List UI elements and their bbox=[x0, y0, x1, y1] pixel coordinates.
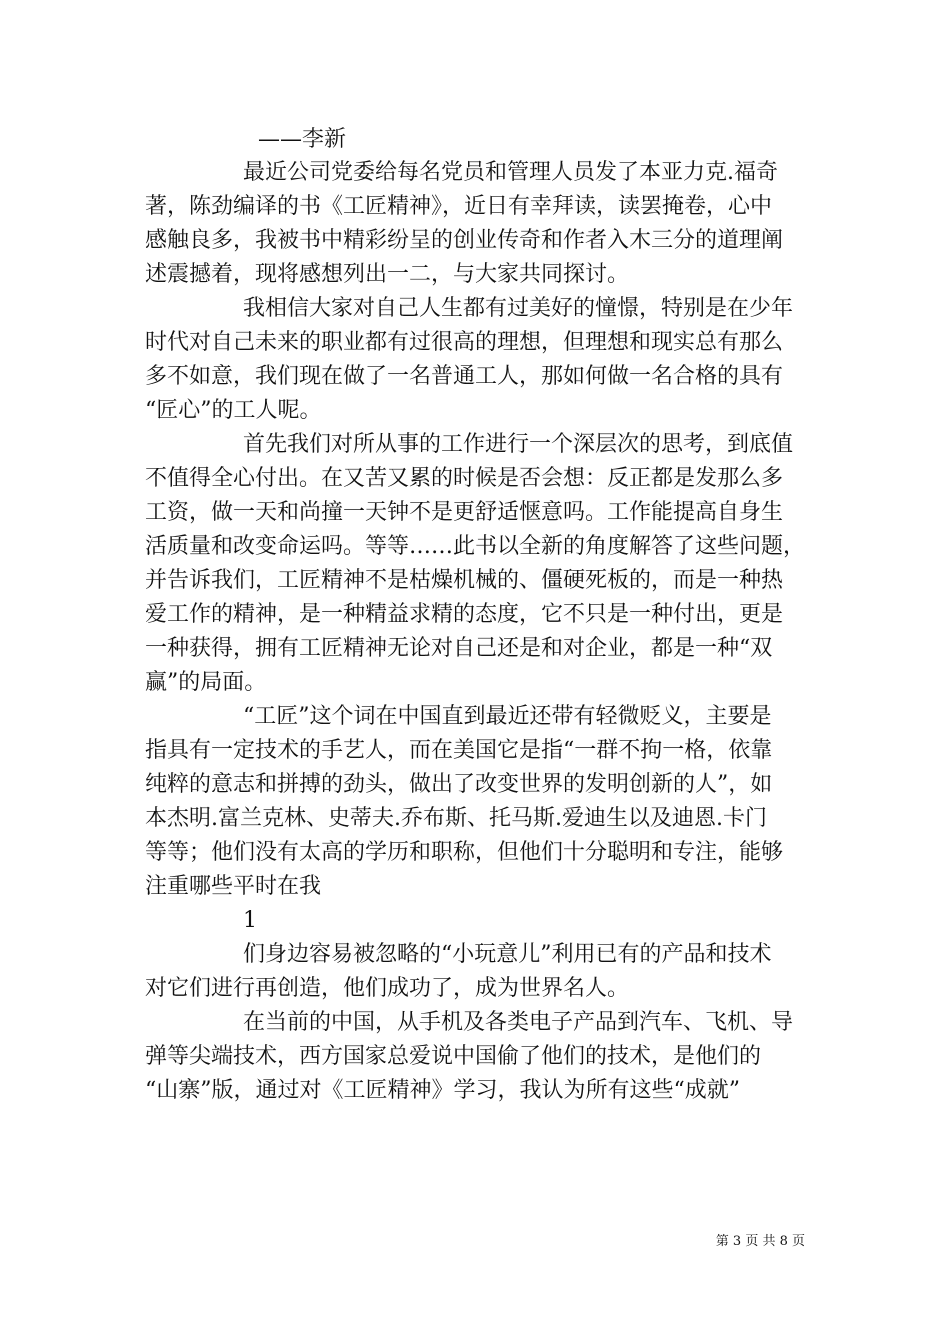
page-number-marker: 1 bbox=[243, 908, 257, 933]
text-line: 不值得全心付出。在又苦又累的时候是否会想：反正都是发那么多 bbox=[145, 466, 784, 491]
text-line: 最近公司党委给每名党员和管理人员发了本亚力克.福奇 bbox=[243, 160, 778, 185]
text-line: 并告诉我们，工匠精神不是枯燥机械的、僵硬死板的，而是一种热 bbox=[145, 568, 784, 593]
text-line: 们身边容易被忽略的“小玩意儿”利用已有的产品和技术 bbox=[243, 942, 772, 967]
text-line: 在当前的中国，从手机及各类电子产品到汽车、飞机、导 bbox=[243, 1010, 794, 1035]
text-line: 纯粹的意志和拼搏的劲头，做出了改变世界的发明创新的人”，如 bbox=[145, 772, 773, 797]
text-line: 对它们进行再创造，他们成功了，成为世界名人。 bbox=[145, 976, 630, 1001]
paragraph-5 bbox=[145, 938, 805, 1006]
text-line: 时代对自己未来的职业都有过很高的理想，但理想和现实总有那么 bbox=[145, 330, 784, 355]
paragraph-3 bbox=[145, 428, 805, 700]
text-line: 我相信大家对自己人生都有过美好的憧憬，特别是在少年 bbox=[243, 296, 794, 321]
text-line: 弹等尖端技术，西方国家总爱说中国偷了他们的技术，是他们的 bbox=[145, 1044, 762, 1069]
text-line: 注重哪些平时在我 bbox=[145, 874, 322, 899]
text-line: 活质量和改变命运吗。等等……此书以全新的角度解答了这些问题， bbox=[145, 534, 806, 559]
text-line: “工匠”这个词在中国直到最近还带有轻微贬义，主要是 bbox=[243, 704, 772, 729]
text-line: 本杰明.富兰克林、史蒂夫.乔布斯、托马斯.爱迪生以及迪恩.卡门 bbox=[145, 806, 767, 831]
text-line: “山寨”版，通过对《工匠精神》学习，我认为所有这些“成就” bbox=[145, 1078, 740, 1103]
text-line: 感触良多，我被书中精彩纷呈的创业传奇和作者入木三分的道理阐 bbox=[145, 228, 784, 253]
paragraph-4 bbox=[145, 700, 805, 904]
text-line: 爱工作的精神，是一种精益求精的态度，它不只是一种付出，更是 bbox=[145, 602, 784, 627]
paragraph-1 bbox=[145, 156, 805, 292]
page-footer: 第 3 页 共 8 页 bbox=[715, 1234, 805, 1249]
paragraph-2 bbox=[145, 292, 805, 428]
text-line: 指具有一定技术的手艺人，而在美国它是指“一群不拘一格，依靠 bbox=[145, 738, 773, 763]
paragraph-6 bbox=[145, 1006, 805, 1108]
text-line: “匠心”的工人呢。 bbox=[145, 398, 322, 423]
text-line: 等等；他们没有太高的学历和职称，但他们十分聪明和专注，能够 bbox=[145, 840, 784, 865]
article-body bbox=[145, 156, 805, 1108]
author-byline: ——李新 bbox=[258, 127, 347, 152]
text-line: 赢”的局面。 bbox=[145, 670, 267, 695]
text-line: 述震撼着，现将感想列出一二，与大家共同探讨。 bbox=[145, 262, 630, 287]
text-line: 工资，做一天和尚撞一天钟不是更舒适惬意吗。工作能提高自身生 bbox=[145, 500, 784, 525]
text-line: 多不如意，我们现在做了一名普通工人，那如何做一名合格的具有 bbox=[145, 364, 784, 389]
text-line: 著，陈劲编译的书《工匠精神》，近日有幸拜读，读罢掩卷，心中 bbox=[145, 194, 773, 219]
page-number-marker-block bbox=[145, 904, 805, 938]
text-line: 一种获得，拥有工匠精神无论对自己还是和对企业，都是一种“双 bbox=[145, 636, 773, 661]
text-line: 首先我们对所从事的工作进行一个深层次的思考，到底值 bbox=[243, 432, 794, 457]
